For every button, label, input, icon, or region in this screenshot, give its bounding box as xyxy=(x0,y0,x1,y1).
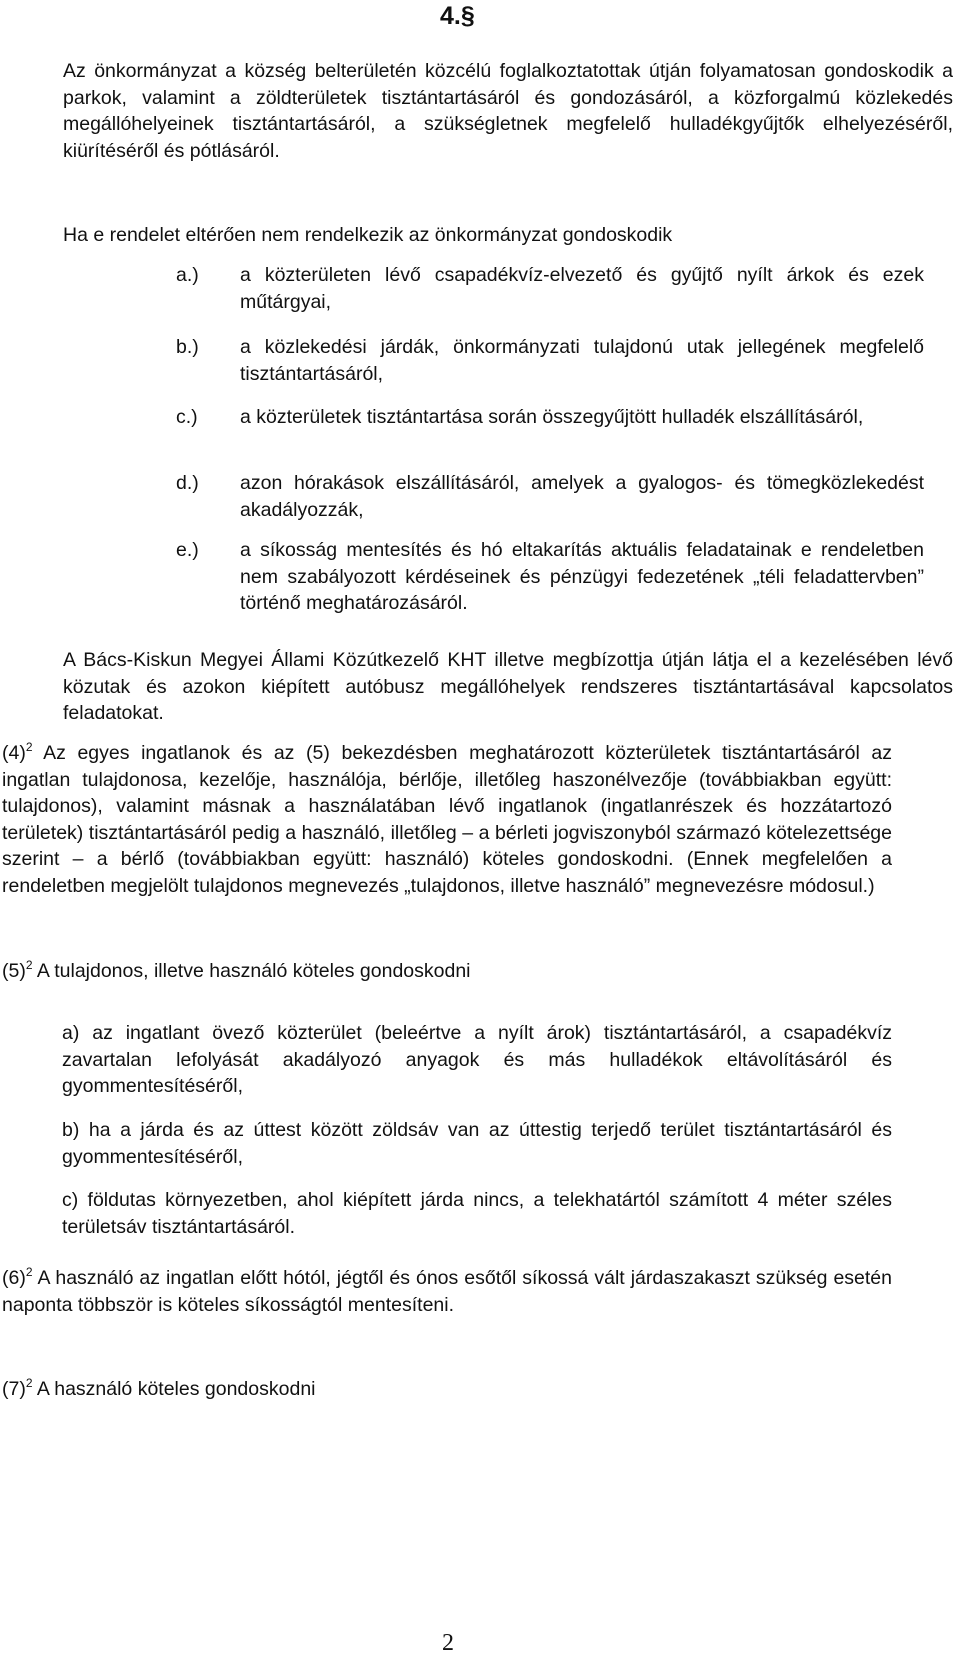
paragraph-2 xyxy=(2,222,953,249)
list-item-b-label: b.) xyxy=(176,336,199,358)
paragraph-7-text: A használó köteles gondoskodni xyxy=(32,1378,316,1400)
section-heading: 4.§ xyxy=(440,2,475,30)
paragraph-1-label xyxy=(2,58,63,85)
list-item-5a: a) az ingatlant övező közterület (beleértve a nyílt árok) tisztántartásáról, a csapadékvíz zavartalan lefolyását akadályozó anyagok és más hulladékok eltávolításáról és gyommentesítéséről, xyxy=(62,1022,892,1097)
paragraph-6-label: (6) xyxy=(2,1267,26,1289)
paragraph-6-footnote-ref: 2 xyxy=(25,1265,33,1279)
list-item-c-text: a közterületek tisztántartása során összegyűjtött hulladék elszállításáról, xyxy=(240,406,864,428)
list-item-c xyxy=(176,404,924,431)
paragraph-4-footnote-ref: 2 xyxy=(25,740,33,754)
paragraph-6 xyxy=(2,1265,892,1318)
paragraph-4-label: (4) xyxy=(2,742,26,764)
list-item-e-text: a síkosság mentesítés és hó eltakarítás aktuális feladatainak e rendeletben nem szabályozott kérdéseinek és pénzügyi fedezetének „téli feladattervben” történő meghatározásáról. xyxy=(240,539,924,614)
paragraph-7-footnote-ref: 2 xyxy=(25,1376,33,1390)
paragraph-5-text: A tulajdonos, illetve használó köteles gondoskodni xyxy=(32,960,471,982)
paragraph-7 xyxy=(2,1376,892,1403)
list-item-e xyxy=(176,537,924,617)
list-item-a-text: a közterületen lévő csapadékvíz-elvezető és gyűjtő nyílt árkok és ezek műtárgyai, xyxy=(240,264,924,313)
list-item-5b: b) ha a járda és az úttest között zöldsáv van az úttestig terjedő terület tisztántartásáról és gyommentesítéséről, xyxy=(62,1119,892,1168)
list-item-d-label: d.) xyxy=(176,472,199,494)
list-item-a-label: a.) xyxy=(176,264,199,286)
paragraph-7-label: (7) xyxy=(2,1378,26,1400)
list-item-5c: c) földutas környezetben, ahol kiépített járda nincs, a telekhatártól számított 4 méter széles területsáv tisztántartásáról. xyxy=(62,1189,892,1238)
paragraph-5 xyxy=(2,958,892,985)
list-item-b xyxy=(176,334,924,387)
paragraph-5-label: (5) xyxy=(2,960,26,982)
paragraph-2-text: Ha e rendelet eltérően nem rendelkezik az önkormányzat gondoskodik xyxy=(63,224,673,246)
paragraph-5-footnote-ref: 2 xyxy=(25,958,33,972)
list-item-b-text: a közlekedési járdák, önkormányzati tulajdonú utak jellegének megfelelő tisztántartásáról, xyxy=(240,336,924,385)
list-item-e-label: e.) xyxy=(176,539,199,561)
paragraph-4-text: Az egyes ingatlanok és az (5) bekezdésben meghatározott közterületek tisztántartásáról az ingatlan tulajdonosa, kezelője, használója, bérlője, illetőleg haszonélvezője (továbbiakban együtt: tulajdonos), valamint másnak a használatában lévő ingatlanok (ingatlanrészek és hozzátartozó területek) tisztántartásáról pedig a használó, illetőleg – a bérleti jogviszonyból származó kötelezettsége szerint – a bérlő (továbbiakban együtt: használó) köteles gondoskodni. (Ennek megfelelően a rendeletben megjelölt tulajdonos megnevezés „tulajdonos, illetve használó” megnevezésre módosul.) xyxy=(2,742,892,897)
paragraph-3-label xyxy=(2,647,63,674)
list-item-c-label: c.) xyxy=(176,406,198,428)
list-item-a xyxy=(176,262,924,315)
page-number: 2 xyxy=(442,1630,454,1656)
paragraph-6-text: A használó az ingatlan előtt hótól, jégtől és ónos esőtől síkossá vált járdaszakaszt szükség esetén naponta többször is köteles síkosságtól mentesíteni. xyxy=(2,1267,892,1316)
paragraph-1-text: Az önkormányzat a község belterületén közcélú foglalkoztatottak útján folyamatosan gondoskodik a parkok, valamint a zöldterületek tisztántartásáról és gondozásáról, a közforgalmú közlekedés megállóhelyeinek tisztántartásáról, a szükségletnek megfelelő hulladékgyűjtők elhelyezéséről, kiürítéséről és pótlásáról. xyxy=(63,60,953,162)
paragraph-2-label xyxy=(2,222,63,249)
paragraph-3-text: A Bács-Kiskun Megyei Állami Közútkezelő KHT illetve megbízottja útján látja el a kezelésében lévő közutak és azokon kiépített autóbusz megállóhelyek rendszeres tisztántartásával kapcsolatos feladatokat. xyxy=(63,649,953,724)
list-item-d xyxy=(176,470,924,523)
paragraph-1 xyxy=(2,58,953,164)
paragraph-3 xyxy=(2,647,953,727)
list-item-d-text: azon hórakások elszállításáról, amelyek a gyalogos- és tömegközlekedést akadályozzák, xyxy=(240,472,924,521)
paragraph-4 xyxy=(2,740,892,899)
